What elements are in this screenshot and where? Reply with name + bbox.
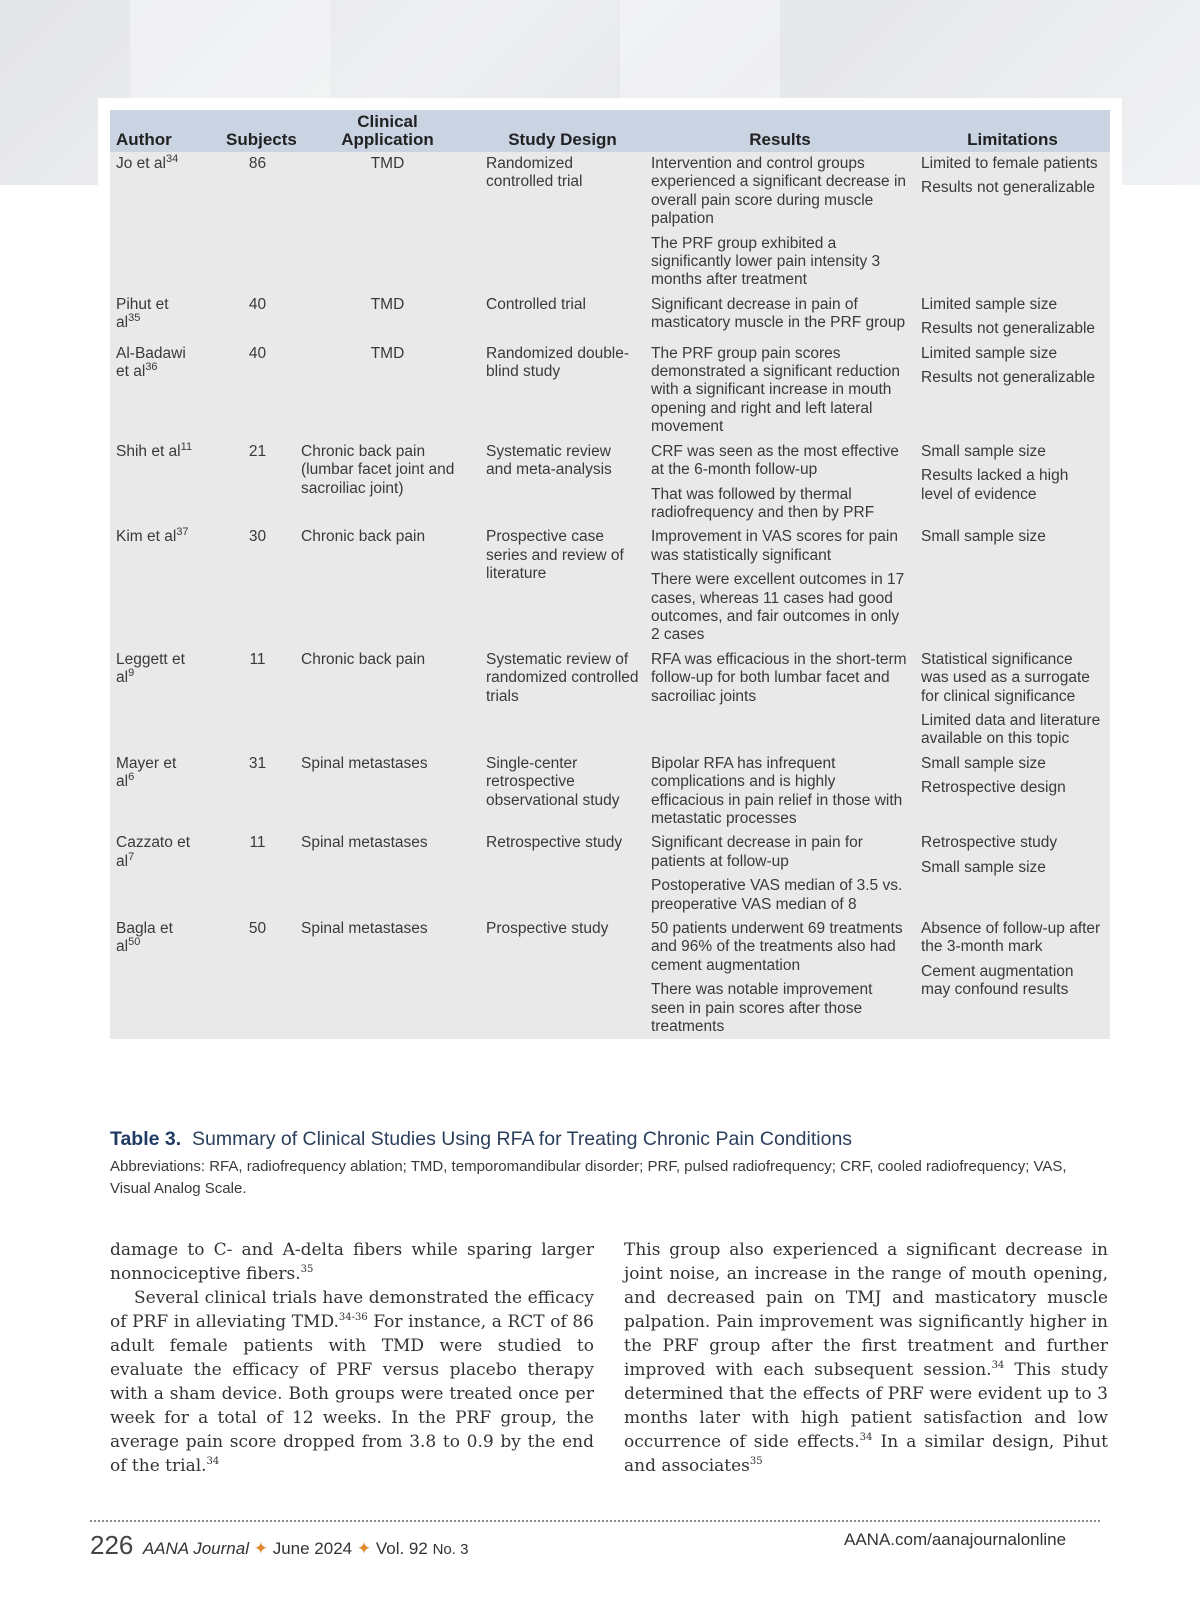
design-cell: Retrospective study xyxy=(480,831,645,917)
citation-ref: 35 xyxy=(300,1264,314,1275)
application-cell: TMD xyxy=(295,293,480,342)
results-cell: Significant decrease in pain for patients at follow-up Postoperative VAS median of 3.5 vs. preoperative VAS median of 8 xyxy=(645,831,915,917)
design-cell: Randomized double-blind study xyxy=(480,342,645,440)
subjects-cell: 31 xyxy=(220,752,295,832)
design-cell: Single-center retrospective observational study xyxy=(480,752,645,832)
caption-title: Summary of Clinical Studies Using RFA for Treating Chronic Pain Conditions xyxy=(192,1128,853,1150)
subjects-cell: 86 xyxy=(220,152,295,293)
citation-ref: 34 xyxy=(206,1456,220,1467)
application-cell: TMD xyxy=(295,342,480,440)
author-cell: Shih et $al^{11}$ xyxy=(110,440,220,526)
design-cell: Randomized controlled trial xyxy=(480,152,645,293)
caption-label: Table 3. xyxy=(110,1128,182,1150)
subjects-cell: 40 xyxy=(220,293,295,342)
separator-icon: ✦ xyxy=(253,1539,268,1558)
header-limitations: Limitations xyxy=(915,110,1110,152)
author-cell: Mayer et $al^6$ xyxy=(110,752,220,832)
subjects-cell: 11 xyxy=(220,831,295,917)
limitations-cell: Small sample size xyxy=(915,525,1110,647)
results-cell: The PRF group pain scores demonstrated a significant reduction with a significant increase in mouth opening and right and left lateral movement xyxy=(645,342,915,440)
journal-name: AANA Journal xyxy=(142,1539,249,1558)
subjects-cell: 21 xyxy=(220,440,295,526)
summary-table xyxy=(110,110,1110,1039)
author-cell: Cazzato et $al^7$ xyxy=(110,831,220,917)
header-clinical-application: Clinical Application xyxy=(295,110,480,152)
separator-icon: ✦ xyxy=(356,1539,372,1558)
body-column-right xyxy=(624,1238,1108,1478)
design-cell: Prospective case series and review of literature xyxy=(480,525,645,647)
limitations-cell: Statistical significance was used as a surrogate for clinical significance Limited data and literature available on this topic xyxy=(915,648,1110,752)
limitations-cell: Small sample size Retrospective design xyxy=(915,752,1110,832)
results-cell: Intervention and control groups experienced a significant decrease in overall pain score during muscle palpation The PRF group exhibited a significantly lower pain intensity 3 months after treatment xyxy=(645,152,915,293)
table-row xyxy=(110,752,1110,832)
subjects-cell: 11 xyxy=(220,648,295,752)
results-cell: CRF was seen as the most effective at the 6-month follow-up That was followed by thermal radiofrequency and then by PRF xyxy=(645,440,915,526)
header-subjects: Subjects xyxy=(220,110,295,152)
results-cell: Bipolar RFA has infrequent complications and is highly efficacious in pain relief in those with metastatic processes xyxy=(645,752,915,832)
table-row xyxy=(110,648,1110,752)
table-row xyxy=(110,342,1110,440)
table-row xyxy=(110,152,1110,293)
application-cell: Chronic back pain xyxy=(295,648,480,752)
limitations-cell: Limited to female patients Results not generalizable xyxy=(915,152,1110,293)
table-row xyxy=(110,293,1110,342)
footer-left xyxy=(90,1530,468,1561)
citation-ref: 34-36 xyxy=(338,1312,368,1323)
table-row xyxy=(110,525,1110,647)
body-paragraph: Several clinical trials have demonstrated the efficacy of PRF in alleviating TMD.$^{34-36}$ For instance, a RCT of 86 adult female patients with TMD were studied to evaluate the efficacy of PRF versus placebo therapy with a sham device. Both groups were treated once per week for a total of 12 weeks. In the PRF group, the average pain score dropped from 3.8 to 0.9 by the end of the trial.$^{34}$ xyxy=(110,1288,594,1476)
subjects-cell: 50 xyxy=(220,917,295,1039)
citation-ref: 34 xyxy=(991,1360,1005,1371)
author-cell: Bagla et $al^{50}$ xyxy=(110,917,220,1039)
citation-ref: 34 xyxy=(859,1432,873,1443)
citation-ref: 35 xyxy=(749,1456,763,1467)
limitations-cell: Small sample size Results lacked a high level of evidence xyxy=(915,440,1110,526)
page-number: 226 xyxy=(90,1530,134,1560)
author-cell: Kim et $al^{37}$ xyxy=(110,525,220,647)
table-row xyxy=(110,831,1110,917)
limitations-cell: Limited sample size Results not generalizable xyxy=(915,342,1110,440)
results-cell: RFA was efficacious in the short-term follow-up for both lumbar facet and sacroiliac joints xyxy=(645,648,915,752)
subjects-cell: 40 xyxy=(220,342,295,440)
body-paragraph: damage to C- and A-delta fibers while sparing larger nonnociceptive fibers.$^{35}$ xyxy=(110,1240,594,1284)
header-results: Results xyxy=(645,110,915,152)
application-cell: Chronic back pain (lumbar facet joint and sacroiliac joint) xyxy=(295,440,480,526)
table-header-row xyxy=(110,110,1110,152)
table-row xyxy=(110,917,1110,1039)
author-cell: Leggett et $al^9$ xyxy=(110,648,220,752)
author-cell: Al-Badawi et $al^{36}$ xyxy=(110,342,220,440)
limitations-cell: Limited sample size Results not generalizable xyxy=(915,293,1110,342)
footer-website[interactable]: AANA.com/aanajournalonline xyxy=(844,1530,1067,1549)
limitations-cell: Absence of follow-up after the 3-month mark Cement augmentation may confound results xyxy=(915,917,1110,1039)
author-cell: Pihut et $al^{35}$ xyxy=(110,293,220,342)
issue-date: June 2024 xyxy=(272,1539,353,1558)
issue-number: No. 3 xyxy=(432,1541,469,1558)
table-abbreviations: Abbreviations: RFA, radiofrequency ablation; TMD, temporomandibular disorder; PRF, pulsed radiofrequency; CRF, cooled radiofrequency; VAS, Visual Analog Scale. xyxy=(110,1158,1067,1197)
volume: Vol. 92 xyxy=(375,1539,428,1558)
design-cell: Systematic review of randomized controlled trials xyxy=(480,648,645,752)
results-cell: Significant decrease in pain of masticatory muscle in the PRF group xyxy=(645,293,915,342)
table-caption xyxy=(110,1128,1110,1151)
header-study-design: Study Design xyxy=(480,110,645,152)
design-cell: Controlled trial xyxy=(480,293,645,342)
application-cell: Spinal metastases xyxy=(295,831,480,917)
subjects-cell: 30 xyxy=(220,525,295,647)
design-cell: Systematic review and meta-analysis xyxy=(480,440,645,526)
body-column-left xyxy=(110,1238,594,1478)
table-row xyxy=(110,440,1110,526)
limitations-cell: Retrospective study Small sample size xyxy=(915,831,1110,917)
application-cell: TMD xyxy=(295,152,480,293)
footer-rule xyxy=(90,1520,1100,1522)
application-cell: Spinal metastases xyxy=(295,917,480,1039)
results-cell: Improvement in VAS scores for pain was statistically significant There were excellent outcomes in 17 cases, whereas 11 cases had good outcomes, and fair outcomes in only 2 cases xyxy=(645,525,915,647)
design-cell: Prospective study xyxy=(480,917,645,1039)
author-cell: Jo et $al^{34}$ xyxy=(110,152,220,293)
application-cell: Chronic back pain xyxy=(295,525,480,647)
body-paragraph: This group also experienced a significant decrease in joint noise, an increase in the range of mouth opening, and decreased pain on TMJ and masticatory muscle palpation. Pain improvement was significantly higher in the PRF group after the first treatment and further improved with each subsequent session.$^{34}$ This study determined that the effects of PRF were evident up to 3 months later with high patient satisfaction and low occurrence of side effects.$^{34}$ In a similar design, Pihut and associates$^{35}$ xyxy=(624,1240,1108,1476)
application-cell: Spinal metastases xyxy=(295,752,480,832)
header-author: Author xyxy=(110,110,220,152)
results-cell: 50 patients underwent 69 treatments and 96% of the treatments also had cement augmentation There was notable improvement seen in pain scores after those treatments xyxy=(645,917,915,1039)
